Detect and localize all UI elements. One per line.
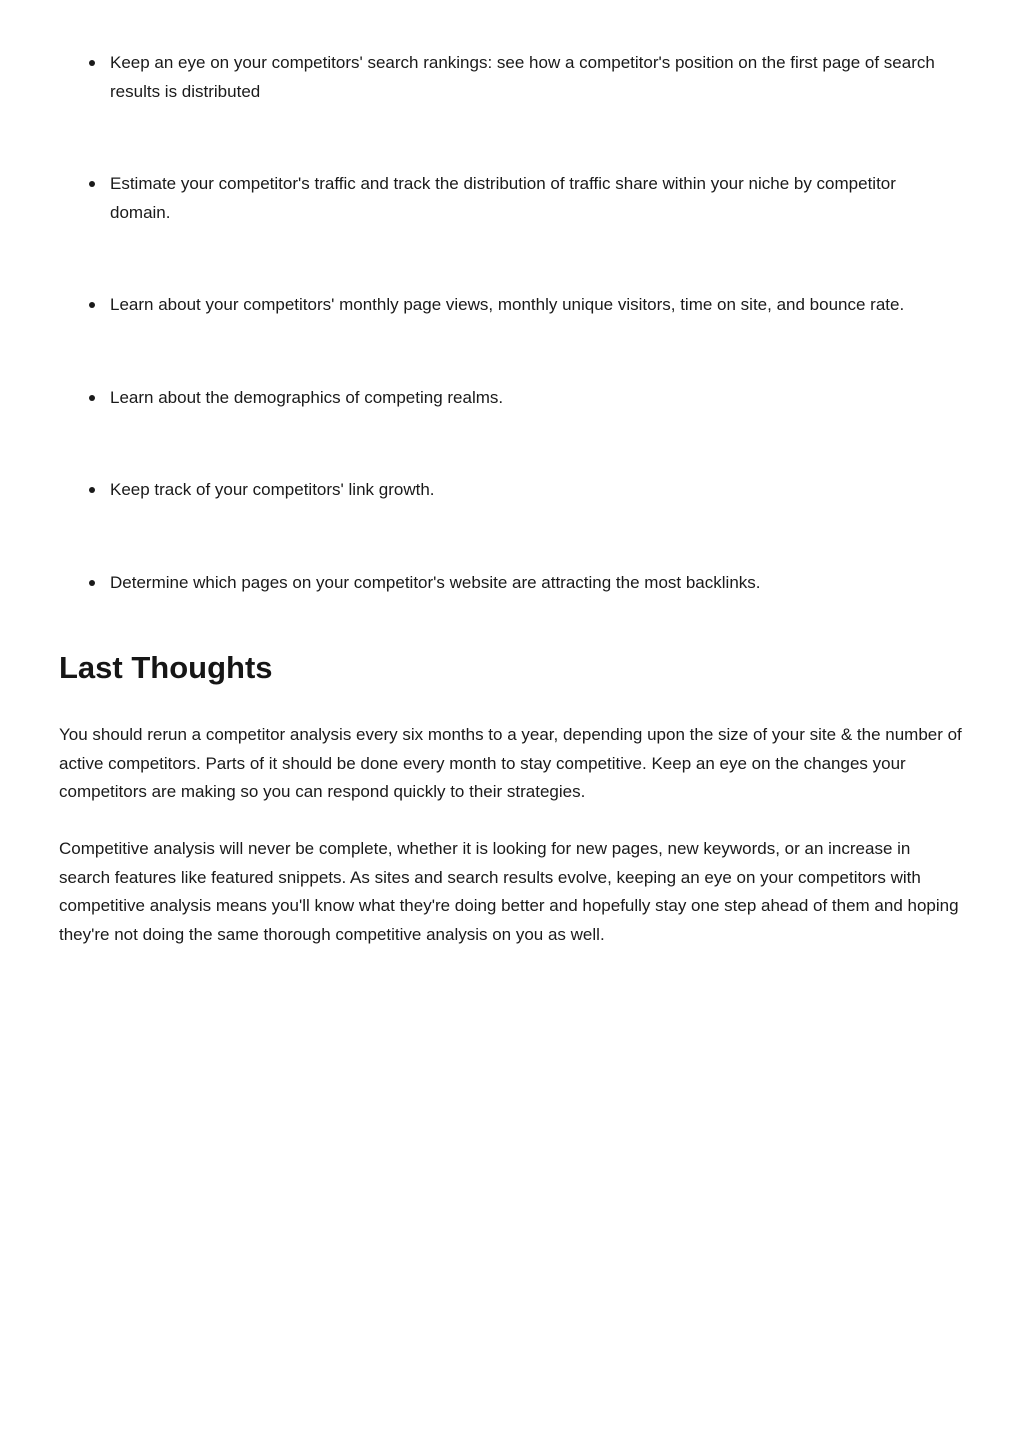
bullet-item-traffic-estimate: Estimate your competitor's traffic and track the distribution of traffic share within your niche by competitor domain. xyxy=(0,170,1024,227)
bullet-item-demographics: Learn about the demographics of competing realms. xyxy=(0,384,1024,413)
feature-bullet-list xyxy=(0,49,1024,661)
bullet-item-link-growth: Keep track of your competitors' link growth. xyxy=(0,476,1024,505)
bullet-item-search-rankings: Keep an eye on your competitors' search rankings: see how a competitor's position on the first page of search results is distributed xyxy=(0,49,1024,106)
bullet-item-page-views: Learn about your competitors' monthly page views, monthly unique visitors, time on site, and bounce rate. xyxy=(0,291,1024,320)
section-title: Last Thoughts xyxy=(59,650,273,685)
bullet-item-backlinks: Determine which pages on your competitor's website are attracting the most backlinks. xyxy=(0,569,1024,598)
paragraph-never-complete: Competitive analysis will never be complete, whether it is looking for new pages, new keywords, or an increase in search features like featured snippets. As sites and search results evolve, keeping an eye on your competitors with competitive analysis means you'll know what they're doing better and hopefully stay one step ahead of them and hoping they're not doing the same thorough competitive analysis on you as well. xyxy=(59,839,959,944)
paragraph-rerun-analysis: You should rerun a competitor analysis every six months to a year, depending upon the size of your site & the number of active competitors. Parts of it should be done every month to stay competitive. Keep an eye on the changes your competitors are making so you can respond quickly to their strategies. xyxy=(59,725,962,801)
